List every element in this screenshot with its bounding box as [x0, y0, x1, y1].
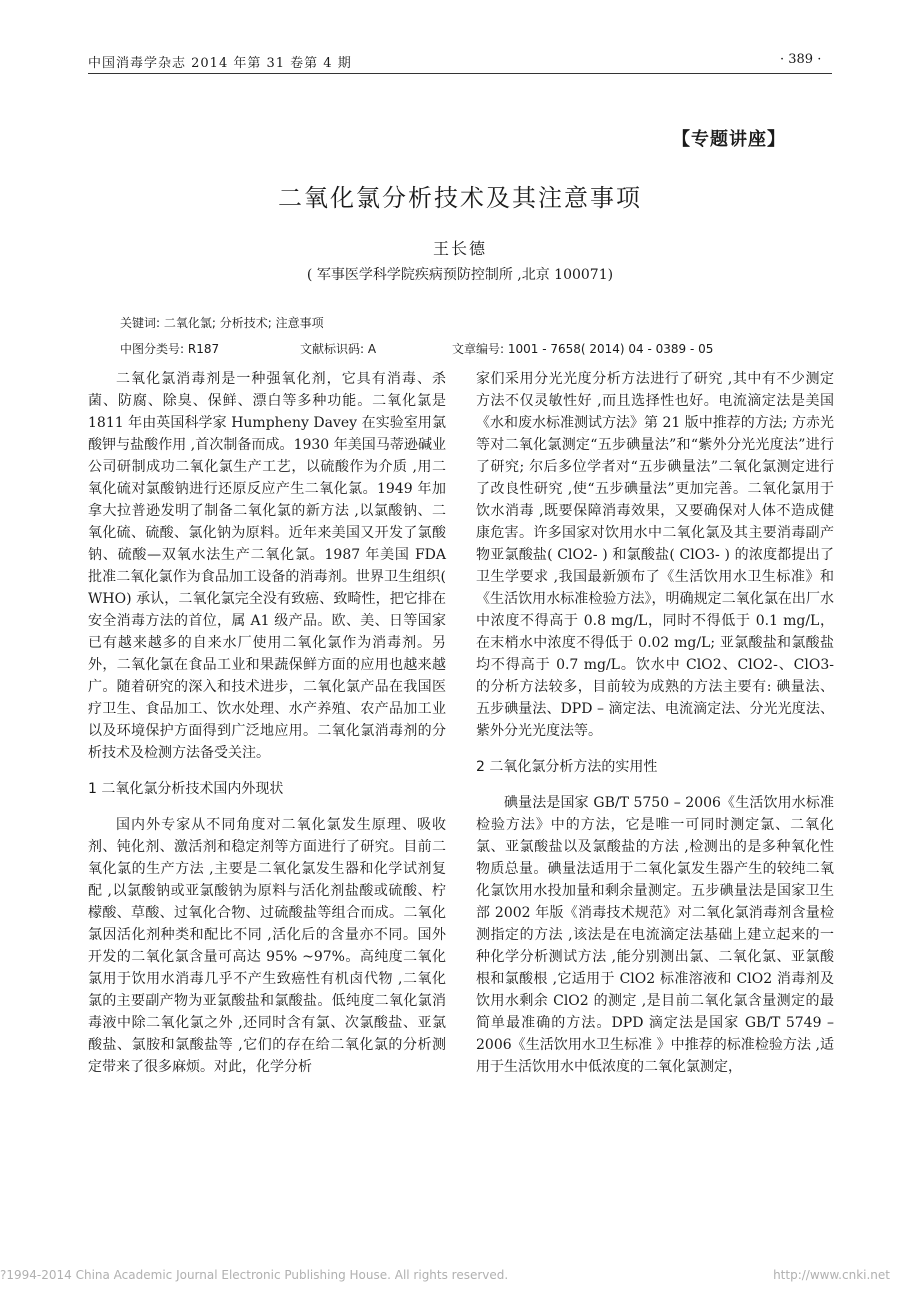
column-tag: 【专题讲座】: [672, 129, 786, 150]
section-2-paragraph: 碘量法是国家 GB/T 5750 – 2006《生活饮用水标准检验方法》中的方法，它是唯一可同时测定氯、二氧化氯、亚氯酸盐以及氯酸盐的方法 ,检测出的是多种氧化性物质总量。碘量法适用于二氧化氯发生器产生的较纯二氧化氯饮用水投加量和剩余量测定。五步碘量法是国家卫生部 2002 年版《消毒技术规范》对二氧化氯消毒剂含量检测指定的方法 ,该法是在电流滴定法基础上建立起来的一种化学分析测试方法 ,能分别测出氯、二氧化氯、亚氯酸根和氯酸根 ,它适用于 ClO2 标准溶液和 ClO2 消毒剂及饮用水剩余 ClO2 的测定 ,是目前二氧化氯含量测定的最简单最准确的方法。DPD 滴定法是国家 GB/T 5749 – 2006《生活饮用水卫生标准 》中推荐的标准检验方法 ,适用于生活饮用水中低浓度的二氧化氯测定，: [476, 795, 834, 1075]
section-1-heading: 1 二氧化氯分析技术国内外现状: [88, 781, 284, 797]
author: 王长德: [432, 239, 487, 258]
article-title: 二氧化氯分析技术及其注意事项: [278, 184, 642, 212]
site-url[interactable]: http://www.cnki.net: [773, 1268, 890, 1282]
keywords: 关键词: 二氧化氯; 分析技术; 注意事项: [120, 316, 324, 330]
affiliation: ( 军事医学科学院疾病预防控制所 ,北京 100071): [306, 267, 614, 283]
page-number: · 389 ·: [780, 52, 822, 67]
article-number: 文章编号: 1001 - 7658( 2014) 04 - 0389 - 05: [452, 342, 714, 356]
left-column: [88, 368, 446, 1078]
right-column: [476, 368, 834, 1078]
clc-number: 中图分类号: R187: [120, 342, 220, 356]
section-2-heading: 2 二氧化氯分析方法的实用性: [476, 759, 658, 775]
document-code: 文献标识码: A: [300, 342, 377, 356]
journal-header: 中国消毒学杂志 2014 年第 31 卷第 4 期: [88, 56, 352, 71]
section-1-paragraph: 国内外专家从不同角度对二氧化氯发生原理、吸收剂、钝化剂、激活剂和稳定剂等方面进行了研究。目前二氧化氯的生产方法 ,主要是二氧化氯发生器和化学试剂复配 ,以氯酸钠或亚氯酸钠为原料与活化剂盐酸或硫酸、柠檬酸、草酸、过氧化合物、过硫酸盐等组合而成。二氧化氯因活化剂种类和配比不同 ,活化后的含量亦不同。国外开发的二氧化氯含量可高达 95% ~97%。高纯度二氧化氯用于饮用水消毒几乎不产生致癌性有机卤代物 ,二氧化氯的主要副产物为亚氯酸盐和氯酸盐。低纯度二氧化氯消毒液中除二氧化氯之外 ,还同时含有氯、次氯酸盐、亚氯酸盐、氯胺和氯酸盐等 ,它们的存在给二氧化氯的分析测定带来了很多麻烦。对此，化学分析: [88, 817, 446, 1075]
continued-paragraph: 家们采用分光光度分析方法进行了研究 ,其中有不少测定方法不仅灵敏性好 ,而且选择性也好。电流滴定法是美国《水和废水标准测试方法》第 21 版中推荐的方法; 方赤光等对二氧化氯测定“五步碘量法”和“紫外分光光度法”进行了研究; 尔后多位学者对“五步碘量法”二氧化氯测定进行了改良性研究 ,使“五步碘量法”更加完善。二氧化氯用于饮水消毒 ,既要保障消毒效果，又要确保对人体不造成健康危害。许多国家对饮用水中二氧化氯及其主要消毒副产物亚氯酸盐( ClO2- ) 和氯酸盐( ClO3- ) 的浓度都提出了卫生学要求 ,我国最新颁布了《生活饮用水卫生标准》和《生活饮用水标准检验方法》，明确规定二氧化氯在出厂水中浓度不得高于 0.8 mg/L，同时不得低于 0.1 mg/L，在末梢水中浓度不得低于 0.02 mg/L; 亚氯酸盐和氯酸盐均不得高于 0.7 mg/L。饮水中 ClO2、ClO2-、ClO3- 的分析方法较多，目前较为成熟的方法主要有: 碘量法、五步碘量法、DPD – 滴定法、电流滴定法、分光光度法、紫外分光光度法等。: [476, 371, 834, 739]
copyright-notice: ?1994-2014 China Academic Journal Electronic Publishing House. All rights reserved.: [0, 1268, 509, 1282]
header-divider: [88, 73, 832, 74]
intro-paragraph: 二氧化氯消毒剂是一种强氧化剂，它具有消毒、杀菌、防腐、除臭、保鲜、漂白等多种功能。二氧化氯是 1811 年由英国科学家 Humpheny Davey 在实验室用氯酸钾与盐酸作用 ,首次制备而成。1930 年美国马蒂逊碱业公司研制成功二氧化氯生产工艺，以硫酸作为介质 ,用二氧化硫对氯酸钠进行还原反应产生二氧化氯。1949 年加拿大拉普逊发明了制备二氧化氯的新方法 ,以氯酸钠、二氧化硫、硫酸、氯化钠为原料。近年来美国又开发了氯酸钠、硫酸—双氧水法生产二氧化氯。1987 年美国 FDA 批准二氧化氯作为食品加工设备的消毒剂。世界卫生组织( WHO) 承认，二氧化氯完全没有致癌、致畸性，把它排在安全消毒方法的首位，属 A1 级产品。欧、美、日等国家已有越来越多的自来水厂使用二氧化氯作为消毒剂。另外，二氧化氯在食品工业和果蔬保鲜方面的应用也越来越广。随着研究的深入和技术进步，二氧化氯产品在我国医疗卫生、食品加工、饮水处理、水产养殖、农产品加工业以及环境保护方面得到广泛地应用。二氧化氯消毒剂的分析技术及检测方法备受关注。: [88, 371, 446, 761]
